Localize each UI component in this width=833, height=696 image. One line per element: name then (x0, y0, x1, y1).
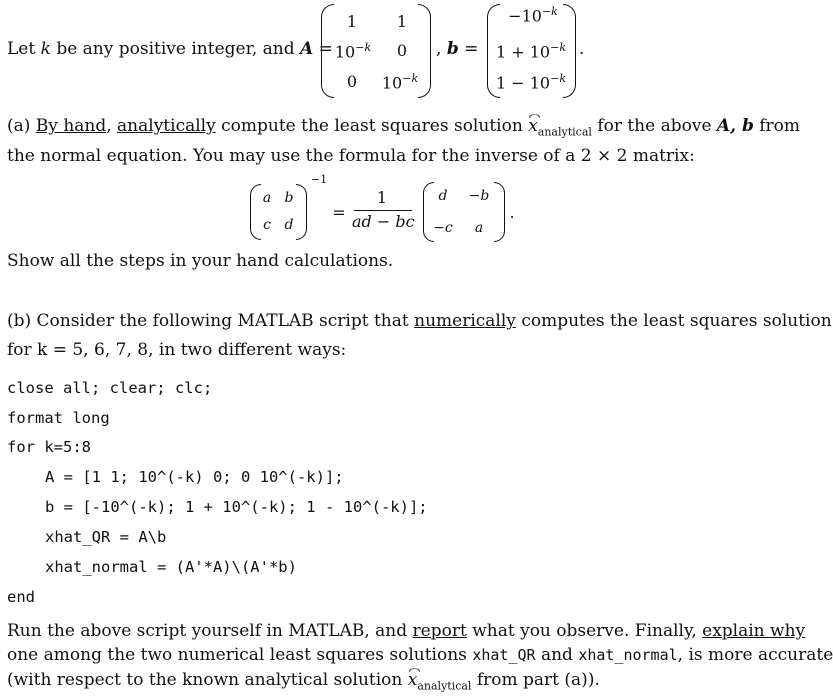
inv-r-cell-21: −c (433, 220, 453, 236)
final-report: report (412, 621, 467, 641)
inv-cell-a: a (262, 190, 272, 206)
inv-denominator: ad − bc (352, 212, 415, 231)
intro-eq2: = (464, 39, 479, 59)
inv-r-cell-12: −b (468, 188, 490, 204)
final-l3-a: (with respect to the known analytical solution (7, 670, 403, 690)
code-line-3: for k=5:8 (7, 438, 91, 456)
intro-comma: , (436, 39, 442, 59)
part-a-line-2: the normal equation. You may use the formula for the inverse of a 2 × 2 matrix: (7, 146, 695, 166)
final-xhat-normal: xhat_normal (578, 646, 678, 664)
final-l1-a: Run the above script yourself in MATLAB, and (7, 621, 408, 641)
inv-exponent: −1 (310, 173, 328, 186)
code-line-5: b = [-10^(-k); 1 + 10^(-k); 1 - 10^(-k)]; (45, 498, 428, 516)
inv-r-cell-22: a (474, 220, 484, 236)
final-and: and (540, 645, 573, 665)
final-l3-b: from part (a)). (476, 670, 600, 690)
xhat-subscript: analytical (537, 125, 592, 139)
part-a-prefix: (a) (7, 116, 31, 136)
inv-right-paren-1 (296, 184, 307, 240)
final-line-3 (7, 670, 600, 692)
part-a-from: from (759, 116, 801, 136)
intro-A: A (300, 39, 314, 59)
inv-eq: = (332, 203, 346, 222)
code-line-8: end (7, 588, 35, 606)
inv-r-cell-11: d (438, 188, 448, 204)
final-xhat-subscript: analytical (417, 679, 472, 693)
code-line-1: close all; clear; clc; (7, 379, 213, 397)
part-b-line-1-rest: computes the least squares solution (521, 311, 832, 331)
part-a-line-1 (7, 116, 800, 138)
part-a-Ab: A, b (716, 116, 754, 136)
inv-cell-c: c (263, 217, 271, 233)
part-b-prefix: (b) Consider the following MATLAB script that (7, 311, 409, 331)
vector-b-row-2 (495, 41, 567, 61)
inv-period: . (509, 203, 515, 222)
intro-lead: Let (7, 39, 36, 59)
code-line-4: A = [1 1; 10^(-k) 0; 0 10^(-k)]; (45, 468, 344, 486)
vector-b-row-2-exp: −k (550, 41, 566, 54)
final-xhat-symbol: x (407, 670, 418, 690)
part-a-show-steps: Show all the steps in your hand calculations. (7, 251, 394, 271)
part-a-by-hand: By hand (35, 116, 107, 136)
final-explain: explain why (702, 621, 806, 641)
vector-b-row-1 (500, 5, 566, 25)
intro-b: b (446, 39, 459, 59)
matrix-A-cell-31: 0 (346, 72, 358, 91)
intro-mid: be any positive integer, and (56, 39, 295, 59)
final-xhat-qr: xhat_QR (472, 646, 536, 664)
part-a-analytically: analytically (117, 116, 216, 136)
inv-right-paren-2 (494, 182, 505, 242)
matrix-A-cell-32-exp: −k (402, 72, 419, 85)
inv-numerator: 1 (376, 188, 388, 207)
matrix-A-cell-11: 1 (346, 12, 358, 31)
code-line-6: xhat_QR = A\b (45, 528, 167, 546)
vector-b-row-1-base: −10 (508, 6, 542, 26)
intro-period: . (579, 39, 585, 59)
final-l2-b: , is more accurate (677, 645, 833, 665)
matrix-A-cell-12: 1 (396, 12, 408, 31)
part-a-line-1-tail: for the above (597, 116, 712, 136)
inv-fraction-bar (354, 210, 412, 211)
part-a-comma: , (106, 116, 112, 136)
intro-eq: = (318, 39, 333, 59)
final-l2-a: one among the two numerical least squares solutions (7, 645, 467, 665)
final-line-1 (7, 621, 805, 641)
vector-b-row-2-base: 1 + 10 (495, 42, 551, 62)
inv-cell-b: b (284, 190, 294, 206)
part-a-line-1-rest: compute the least squares solution (221, 116, 523, 136)
xhat-symbol: x (528, 116, 538, 136)
matrix-A-cell-21 (333, 41, 373, 61)
inv-cell-d: d (284, 217, 294, 233)
part-b-line-2: for k = 5, 6, 7, 8, in two different ways: (7, 340, 347, 360)
final-line-2 (7, 645, 833, 665)
matrix-A-cell-32-base: 10 (381, 73, 403, 93)
vector-b-row-1-exp: −k (541, 5, 558, 18)
final-l1-b: what you observe. Finally, (472, 621, 697, 641)
vector-b-row-3-base: 1 − 10 (495, 73, 551, 93)
matrix-A-cell-32 (380, 72, 420, 92)
matrix-A-cell-22: 0 (396, 41, 408, 60)
code-line-2: format long (7, 409, 110, 427)
code-line-7: xhat_normal = (A'*A)\(A'*b) (45, 558, 297, 576)
intro-k: k (40, 39, 51, 59)
matrix-A-cell-21-exp: −k (355, 41, 372, 54)
vector-b-row-3 (495, 72, 567, 92)
matrix-A-cell-21-base: 10 (334, 42, 356, 62)
vector-b-row-3-exp: −k (550, 72, 566, 85)
part-b-line-1 (7, 311, 832, 331)
part-b-numerically: numerically (414, 311, 516, 331)
